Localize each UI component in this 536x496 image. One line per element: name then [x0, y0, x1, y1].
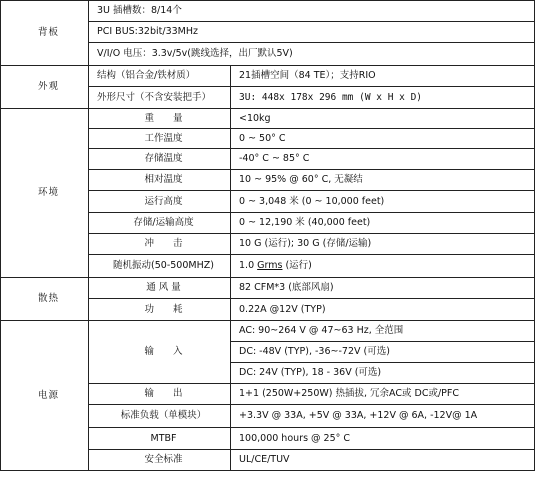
backplane-pci-bus: PCI BUS:32bit/33MHz — [89, 22, 535, 43]
operating-altitude-value: 0 ~ 3,048 米 (0 ~ 10,000 feet) — [231, 191, 535, 213]
section-backplane: 背板 — [1, 1, 89, 66]
vibration-label: 随机振动(50-500MHZ) — [89, 255, 231, 278]
vibration-value-unit: Grms — [257, 260, 283, 271]
vibration-value-suffix: (运行) — [282, 260, 312, 271]
table-row — [1, 321, 535, 342]
storage-temp-value: -40° C ~ 85° C — [231, 149, 535, 170]
shock-value: 10 G (运行); 30 G (存储/运输) — [231, 234, 535, 255]
input-dc-48v: DC: -48V (TYP), -36~-72V (可选) — [231, 342, 535, 363]
input-ac: AC: 90~264 V @ 47~63 Hz, 全范围 — [231, 321, 535, 342]
storage-altitude-label: 存储/运输高度 — [89, 213, 231, 234]
table-row — [1, 1, 535, 22]
storage-temp-label: 存储温度 — [89, 149, 231, 170]
operating-altitude-label: 运行高度 — [89, 191, 231, 213]
section-cooling: 散热 — [1, 278, 89, 321]
mtbf-value: 100,000 hours @ 25° C — [231, 428, 535, 450]
power-consumption-label: 功 耗 — [89, 299, 231, 321]
operating-temp-label: 工作温度 — [89, 129, 231, 149]
operating-temp-value: 0 ~ 50° C — [231, 129, 535, 149]
humidity-value: 10 ~ 95% @ 60° C, 无凝结 — [231, 170, 535, 191]
airflow-value: 82 CFM*3 (底部风扇) — [231, 278, 535, 299]
backplane-slots: 3U 插槽数：8/14个 — [89, 1, 535, 22]
section-power: 电源 — [1, 321, 89, 471]
structure-value: 21插槽空间（84 TE）；支持RIO — [231, 66, 535, 87]
dimensions-label: 外形尺寸（不含安装把手） — [89, 87, 231, 109]
vibration-value — [231, 255, 535, 278]
output-label: 输 出 — [89, 384, 231, 405]
weight-label: 重 量 — [89, 109, 231, 129]
input-dc-24v: DC: 24V (TYP), 18 - 36V (可选) — [231, 363, 535, 384]
power-consumption-value: 0.22A @12V (TYP) — [231, 299, 535, 321]
airflow-label: 通 风 量 — [89, 278, 231, 299]
backplane-voltage: V/I/O 电压：3.3v/5v(跳线选择，出厂默认5V) — [89, 43, 535, 66]
storage-altitude-value: 0 ~ 12,190 米 (40,000 feet) — [231, 213, 535, 234]
section-appearance: 外观 — [1, 66, 89, 109]
table-row — [1, 278, 535, 299]
standard-load-value: +3.3V @ 33A, +5V @ 33A, +12V @ 6A, -12V@ 1A — [231, 405, 535, 428]
safety-standard-label: 安全标准 — [89, 450, 231, 471]
table-row — [1, 109, 535, 129]
safety-standard-value: UL/CE/TUV — [231, 450, 535, 471]
shock-label: 冲 击 — [89, 234, 231, 255]
mtbf-label: MTBF — [89, 428, 231, 450]
vibration-value-prefix: 1.0 — [239, 260, 258, 271]
input-label: 输 入 — [89, 321, 231, 384]
section-environment: 环境 — [1, 109, 89, 278]
weight-value: <10kg — [231, 109, 535, 129]
humidity-label: 相对温度 — [89, 170, 231, 191]
dimensions-value: 3U: 448x 178x 296 mm (W x H x D) — [231, 87, 535, 109]
structure-label: 结构（铝合金/铁材质） — [89, 66, 231, 87]
output-value: 1+1 (250W+250W) 热插拔, 冗余AC或 DC或/PFC — [231, 384, 535, 405]
table-row — [1, 66, 535, 87]
standard-load-label: 标准负载（单模块） — [89, 405, 231, 428]
